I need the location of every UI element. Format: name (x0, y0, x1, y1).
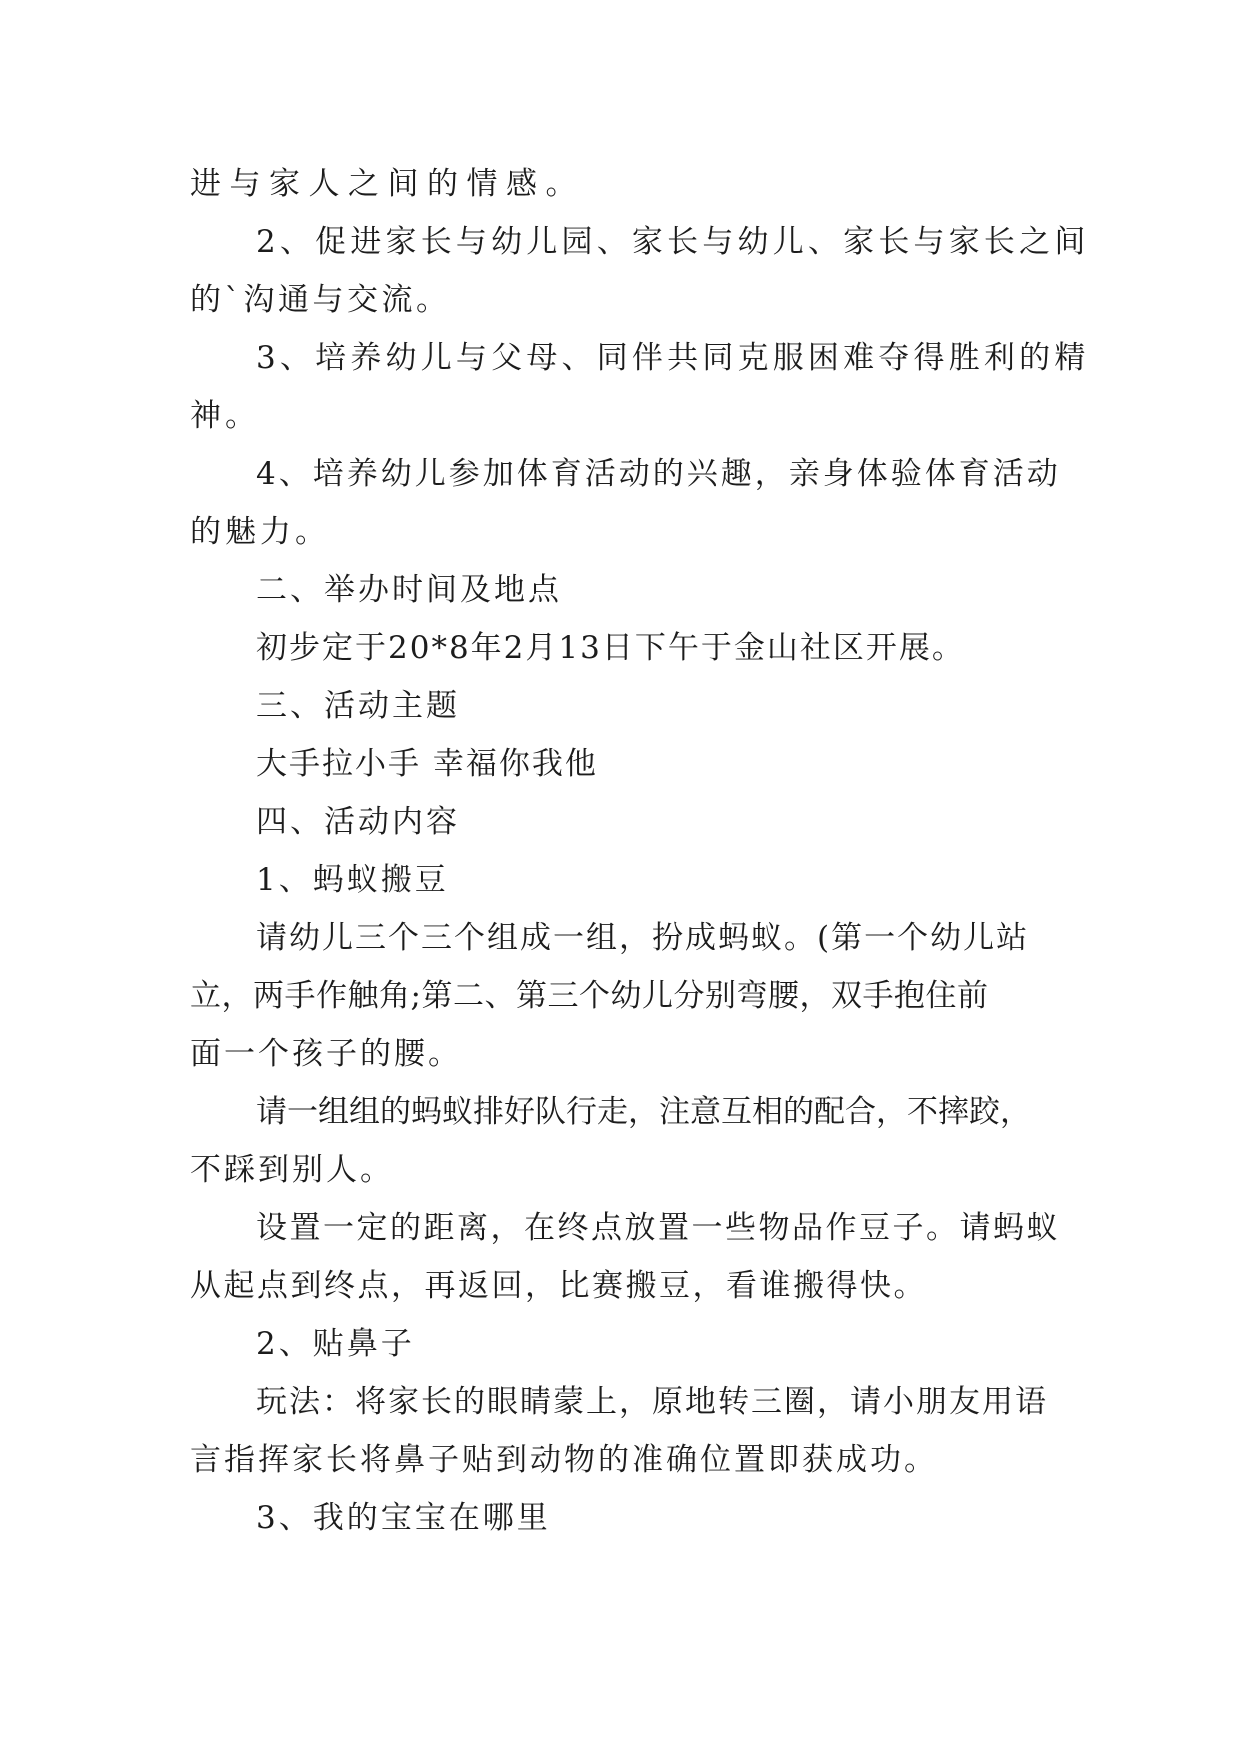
text-line: 设置一定的距离，在终点放置一些物品作豆子。请蚂蚁 (256, 1210, 1060, 1246)
text-line: 立，两手作触角;第二、第三个幼儿分别弯腰，双手抱住前 (190, 978, 989, 1014)
text-line: 神。 (190, 398, 260, 434)
text-line: 面一个孩子的腰。 (190, 1036, 462, 1072)
text-line: 2、促进家长与幼儿园、家长与幼儿、家长与家长之间 (256, 224, 1090, 260)
text-line: 初步定于20*8年2月13日下午于金山社区开展。 (256, 630, 965, 666)
text-line: 的魅力。 (190, 514, 330, 550)
text-line: 言指挥家长将鼻子贴到动物的准确位置即获成功。 (190, 1442, 938, 1478)
subsection-heading: 2、贴鼻子 (256, 1326, 415, 1362)
text-line: 不踩到别人。 (190, 1152, 394, 1188)
section-heading: 三、活动主题 (256, 688, 460, 724)
section-heading: 四、活动内容 (256, 804, 460, 840)
subsection-heading: 1、蚂蚁搬豆 (256, 862, 449, 898)
text-line: 请幼儿三个三个组成一组，扮成蚂蚁。(第一个幼儿站 (256, 920, 1030, 956)
text-line: 大手拉小手 幸福你我他 (256, 746, 598, 782)
text-line: 4、培养幼儿参加体育活动的兴趣，亲身体验体育活动 (256, 456, 1061, 492)
text-line: 进与家人之间的情感。 (190, 166, 585, 202)
text-line: 玩法：将家长的眼睛蒙上，原地转三圈，请小朋友用语 (256, 1384, 1048, 1420)
subsection-heading: 3、我的宝宝在哪里 (256, 1500, 551, 1536)
text-line: 从起点到终点，再返回，比赛搬豆，看谁搬得快。 (190, 1268, 927, 1304)
section-heading: 二、举办时间及地点 (256, 572, 562, 608)
text-line: 请一组组的蚂蚁排好队行走，注意互相的配合，不摔跤， (256, 1094, 1031, 1130)
text-line: 3、培养幼儿与父母、同伴共同克服困难夺得胜利的精 (256, 340, 1090, 376)
text-line: 的`沟通与交流。 (190, 282, 451, 318)
